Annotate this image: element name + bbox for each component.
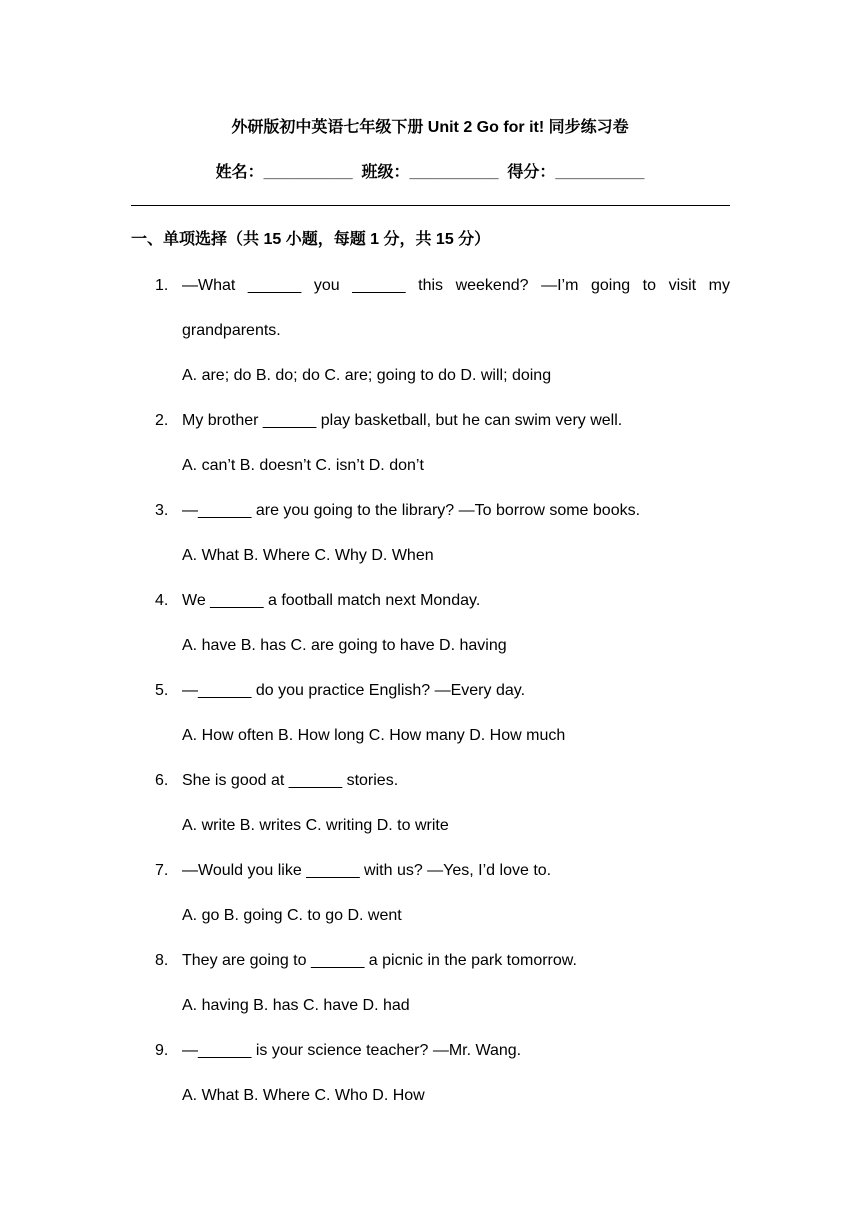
- question-options: A. How often B. How long C. How many D. How much: [182, 727, 566, 744]
- question-options: A. What B. Where C. Who D. How: [182, 1087, 425, 1104]
- header-divider: [131, 205, 730, 206]
- question-options: A. go B. going C. to go D. went: [182, 907, 402, 924]
- question-options: A. have B. has C. are going to have D. having: [182, 637, 507, 654]
- question-stem: —What ______ you ______ this weekend? —I’m going to visit my: [182, 277, 730, 294]
- question-stem: —______ is your science teacher? —Mr. Wang.: [182, 1042, 522, 1059]
- question-options: A. can’t B. doesn’t C. isn’t D. don’t: [182, 457, 424, 474]
- question-number: 4.: [155, 592, 169, 609]
- question-stem-continued: grandparents.: [182, 322, 281, 339]
- question-stem: They are going to ______ a picnic in the park tomorrow.: [182, 952, 577, 969]
- question-stem: We ______ a football match next Monday.: [182, 592, 481, 609]
- question-number: 7.: [155, 862, 169, 879]
- question-options: A. write B. writes C. writing D. to write: [182, 817, 449, 834]
- question-number: 2.: [155, 412, 169, 429]
- question-options: A. What B. Where C. Why D. When: [182, 547, 434, 564]
- question-stem: —Would you like ______ with us? —Yes, I’d love to.: [182, 862, 552, 879]
- question-number: 1.: [155, 277, 169, 294]
- question-number: 3.: [155, 502, 169, 519]
- question-stem: —______ are you going to the library? —To borrow some books.: [182, 502, 641, 519]
- question-options: A. having B. has C. have D. had: [182, 997, 410, 1014]
- question-stem: —______ do you practice English? —Every day.: [182, 682, 526, 699]
- question-options: A. are; do B. do; do C. are; going to do D. will; doing: [182, 367, 552, 384]
- question-number: 9.: [155, 1042, 169, 1059]
- question-number: 6.: [155, 772, 169, 789]
- question-number: 8.: [155, 952, 169, 969]
- page-title: 外研版初中英语七年级下册 Unit 2 Go for it! 同步练习卷: [231, 119, 629, 136]
- question-stem: My brother ______ play basketball, but he can swim very well.: [182, 412, 623, 429]
- student-info-line: 姓名：__________ 班级：__________ 得分：__________: [215, 164, 645, 181]
- question-stem: She is good at ______ stories.: [182, 772, 399, 789]
- question-number: 5.: [155, 682, 169, 699]
- section-heading: 一、单项选择（共 15 小题，每题 1 分，共 15 分）: [131, 231, 491, 248]
